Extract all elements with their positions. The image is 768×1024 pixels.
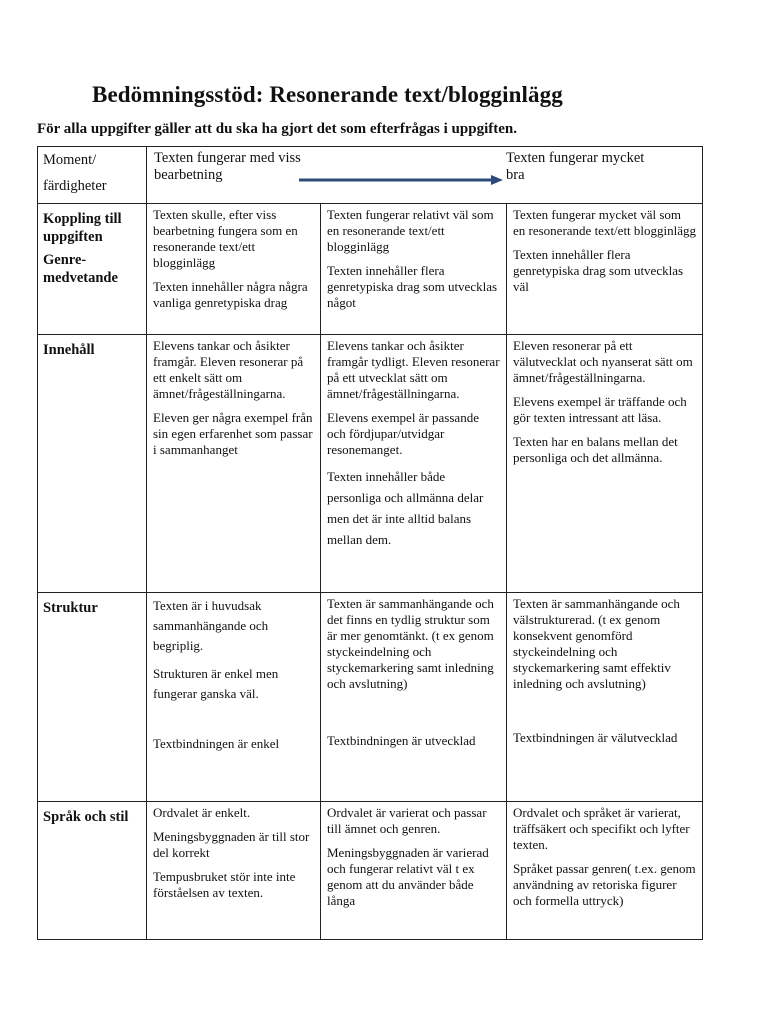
criterion-text: Texten fungerar relativt väl som en resonerande text/ett blogginlägg <box>327 207 494 254</box>
row-heading-line: Koppling till uppgiften <box>43 211 122 245</box>
header-scale-cell <box>147 147 703 204</box>
criterion-text: Textbindningen är välutvecklad <box>513 730 678 745</box>
level-1-cell <box>147 593 321 802</box>
row-heading-line: Struktur <box>43 600 98 616</box>
row-heading-line: Genre-medvetande <box>43 252 118 286</box>
intro-text: För alla uppgifter gäller att du ska ha gjort det som efterfrågas i uppgiften. <box>37 121 517 137</box>
criterion-text: Eleven ger några exempel från sin egen erfarenhet som passar i sammanhanget <box>153 410 313 457</box>
criterion-text: Ordvalet är enkelt. <box>153 805 251 820</box>
criterion-text: Meningsbyggnaden är varierad och fungerar relativt väl t ex genom att du använder både långa <box>327 845 489 908</box>
criterion-text: Meningsbyggnaden är till stor del korrekt <box>153 829 310 860</box>
header-skills-label: färdigheter <box>43 178 107 194</box>
level-1-cell <box>147 204 321 335</box>
criterion-text: Texten innehåller flera genretypiska drag som utvecklas något <box>327 263 498 310</box>
criterion-text: Texten skulle, efter viss bearbetning fungera som en resonerande text/ett blogginlägg <box>153 207 298 270</box>
row-heading <box>38 593 147 802</box>
criterion-text: Ordvalet och språket är varierat, träffsäkert och specifikt och lyfter texten. <box>513 805 690 852</box>
criterion-text: Texten är i huvudsak sammanhängande och begriplig. <box>153 598 269 653</box>
page-title: Bedömningsstöd: Resonerande text/blogginlägg <box>92 82 563 107</box>
level-1-cell <box>147 335 321 593</box>
criterion-text: Textbindningen är enkel <box>153 736 280 751</box>
criterion-text: Texten är sammanhängande och det finns en tydlig struktur som är mer genomtänkt. (t ex genom styckeindelning och styckemarkering samt inledning och avslutning) <box>327 596 494 691</box>
criterion-text: Textbindningen är utvecklad <box>327 733 476 748</box>
criterion-text: Texten fungerar mycket väl som en resonerande text/ett blogginlägg <box>513 207 697 238</box>
level-3-cell <box>507 204 703 335</box>
header-row <box>38 147 703 204</box>
criterion-text: Elevens tankar och åsikter framgår tydligt. Eleven resonerar på ett utvecklat sätt om ämnet/frågeställningarna. <box>327 338 500 401</box>
assessment-table <box>37 146 703 940</box>
table-row <box>38 335 703 593</box>
table-row <box>38 204 703 335</box>
criterion-text: Tempusbruket stör inte inte förståelsen av texten. <box>153 869 296 900</box>
level-3-cell <box>507 593 703 802</box>
table-row <box>38 593 703 802</box>
level-3-cell <box>507 802 703 940</box>
criterion-text: Texten har en balans mellan det personliga och det allmänna. <box>513 434 678 465</box>
criterion-text: Texten innehåller några några vanliga genretypiska drag <box>153 279 308 310</box>
criterion-text: Elevens exempel är träffande och gör texten intressant att läsa. <box>513 394 687 425</box>
scale-left-label: Texten fungerar med viss bearbetning <box>154 150 301 183</box>
level-1-cell <box>147 802 321 940</box>
criterion-text: Texten innehåller flera genretypiska drag som utvecklas väl <box>513 247 684 294</box>
header-moment-label: Moment/ <box>43 152 97 168</box>
criterion-text: Språket passar genren( t.ex. genom användning av retoriska figurer och formella uttryck) <box>513 861 696 908</box>
criterion-text: Elevens tankar och åsikter framgår. Eleven resonerar på ett enkelt sätt om ämnet/frågeställningarna. <box>153 338 304 401</box>
criterion-text: Ordvalet är varierat och passar till ämnet och genren. <box>327 805 487 836</box>
level-2-cell <box>321 204 507 335</box>
row-heading-line: Språk och stil <box>43 809 129 825</box>
scale-arrow-icon <box>299 175 503 185</box>
row-heading <box>38 335 147 593</box>
level-3-cell <box>507 335 703 593</box>
level-2-cell <box>321 593 507 802</box>
scale-right-label: Texten fungerar mycket bra <box>506 150 645 183</box>
criterion-text: Strukturen är enkel men fungerar ganska väl. <box>153 666 279 701</box>
criterion-text: Elevens exempel är passande och fördjupar/utvidgar resonemanget. <box>327 410 479 457</box>
header-moment-cell <box>38 147 147 204</box>
criterion-text: Texten är sammanhängande och välstrukturerad. (t ex genom konsekvent genomförd styckeindelning och styckemarkering samt effektiv inledning och avslutning) <box>513 596 680 691</box>
row-heading-line: Innehåll <box>43 342 95 358</box>
criterion-text: Texten innehåller både personliga och allmänna delar men det är inte alltid balans mellan dem. <box>327 469 484 547</box>
level-2-cell <box>321 802 507 940</box>
table-row <box>38 802 703 940</box>
row-heading <box>38 204 147 335</box>
criterion-text: Eleven resonerar på ett välutvecklat och nyanserat sätt om ämnet/frågeställningarna. <box>513 338 693 385</box>
row-heading <box>38 802 147 940</box>
level-2-cell <box>321 335 507 593</box>
